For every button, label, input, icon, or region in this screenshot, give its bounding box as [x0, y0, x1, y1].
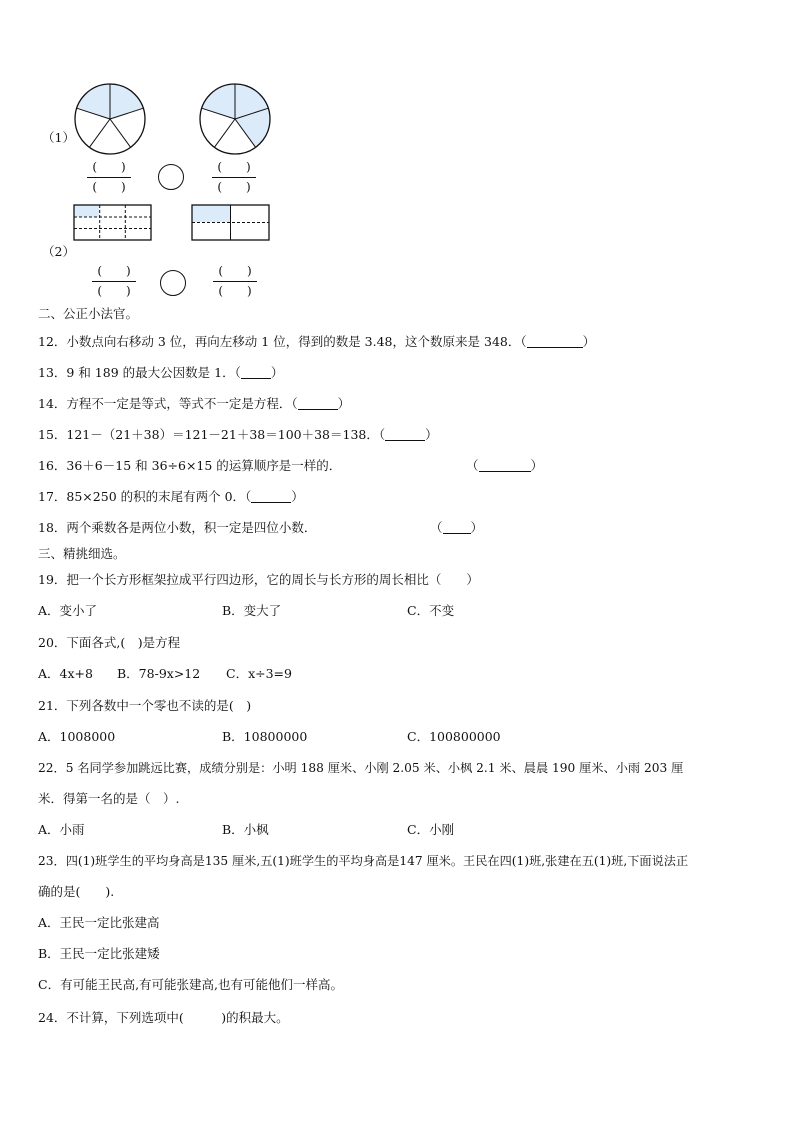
- denominator-blank[interactable]: ( ): [97, 284, 131, 298]
- question-16-blank: （ ）: [466, 458, 544, 473]
- question-18-blank: （ ）: [430, 520, 484, 535]
- pie-fraction-left: [73, 82, 147, 156]
- q23-option-b[interactable]: B．王民一定比张建矮: [38, 946, 160, 961]
- question-16: 16．36＋6－15 和 36÷6×15 的运算顺序是一样的．: [38, 458, 342, 473]
- question-23-line1: 23．四(1)班学生的平均身高是135 厘米,五(1)班学生的平均身高是147 厘米。王民在四(1)班,张建在五(1)班,下面说法正: [38, 854, 689, 868]
- fraction-blank-1a[interactable]: [87, 160, 131, 194]
- q21-option-a[interactable]: A．1008000: [38, 729, 116, 744]
- q22-option-c[interactable]: C．小刚: [407, 822, 455, 837]
- rect-fraction-right: [191, 204, 271, 242]
- question-22-line2: 米．得第一名的是（ ）.: [38, 791, 180, 806]
- question-22-line1: 22．5 名同学参加跳远比赛，成绩分别是：小明 188 厘米、小刚 2.05 米、小枫 2.1 米、晨晨 190 厘米、小雨 203 厘: [38, 761, 684, 775]
- question-23-line2: 确的是( ).: [38, 884, 115, 899]
- question-15: 15．121－（21＋38）＝121－21＋38＝100＋38＝138．（ ）: [38, 427, 438, 442]
- compare-circle-2[interactable]: [160, 270, 186, 296]
- question-21: 21．下列各数中一个零也不读的是( ): [38, 698, 252, 713]
- q23-option-a[interactable]: A．王民一定比张建高: [38, 915, 160, 930]
- q20-option-b[interactable]: B．78-9x>12: [117, 666, 201, 681]
- numerator-blank[interactable]: ( ): [218, 264, 252, 278]
- q22-option-a[interactable]: A．小雨: [38, 822, 85, 837]
- answer-blank[interactable]: [251, 490, 291, 503]
- question-24: 24．不计算，下列选项中( )的积最大。: [38, 1010, 289, 1025]
- fraction-blank-2a[interactable]: [92, 264, 136, 298]
- numerator-blank[interactable]: ( ): [92, 160, 126, 174]
- answer-blank[interactable]: [298, 397, 338, 410]
- q20-option-a[interactable]: A．4x+8: [38, 666, 93, 681]
- pie-fraction-right: [198, 82, 272, 156]
- section-heading-choice: 三、精挑细选。: [38, 546, 126, 561]
- q19-option-c[interactable]: C．不变: [407, 603, 455, 618]
- question-18: 18．两个乘数各是两位小数，积一定是四位小数．: [38, 520, 317, 535]
- denominator-blank[interactable]: ( ): [218, 284, 252, 298]
- fraction-blank-2b[interactable]: [213, 264, 257, 298]
- q21-option-b[interactable]: B．10800000: [222, 729, 308, 744]
- denominator-blank[interactable]: ( ): [92, 180, 126, 194]
- q19-option-b[interactable]: B．变大了: [222, 603, 282, 618]
- row1-label: （1）: [42, 130, 75, 145]
- q20-option-c[interactable]: C．x÷3=9: [226, 666, 292, 681]
- rect-fraction-left: [73, 204, 153, 242]
- compare-circle-1[interactable]: [158, 164, 184, 190]
- section-heading-judge: 二、公正小法官。: [38, 306, 139, 321]
- denominator-blank[interactable]: ( ): [217, 180, 251, 194]
- answer-blank[interactable]: [527, 335, 583, 348]
- numerator-blank[interactable]: ( ): [97, 264, 131, 278]
- question-13: 13．9 和 189 的最大公因数是 1．（ ）: [38, 365, 284, 380]
- question-12: 12．小数点向右移动 3 位，再向左移动 1 位，得到的数是 3.48，这个数原来是 348．（ ）: [38, 334, 596, 349]
- row2-label: （2）: [42, 244, 75, 259]
- question-17: 17．85×250 的积的末尾有两个 0．（ ）: [38, 489, 304, 504]
- q19-option-a[interactable]: A．变小了: [38, 603, 98, 618]
- answer-blank[interactable]: [479, 459, 531, 472]
- question-20: 20．下面各式,( )是方程: [38, 635, 181, 650]
- question-19: 19．把一个长方形框架拉成平行四边形，它的周长与长方形的周长相比（ ）: [38, 572, 479, 587]
- q21-option-c[interactable]: C．100800000: [407, 729, 501, 744]
- question-14: 14．方程不一定是等式，等式不一定是方程．（ ）: [38, 396, 351, 411]
- answer-blank[interactable]: [385, 428, 425, 441]
- q22-option-b[interactable]: B．小枫: [222, 822, 269, 837]
- fraction-blank-1b[interactable]: [212, 160, 256, 194]
- q23-option-c[interactable]: C．有可能王民高,有可能张建高,也有可能他们一样高。: [38, 977, 344, 992]
- answer-blank[interactable]: [241, 366, 271, 379]
- numerator-blank[interactable]: ( ): [217, 160, 251, 174]
- answer-blank[interactable]: [443, 521, 471, 534]
